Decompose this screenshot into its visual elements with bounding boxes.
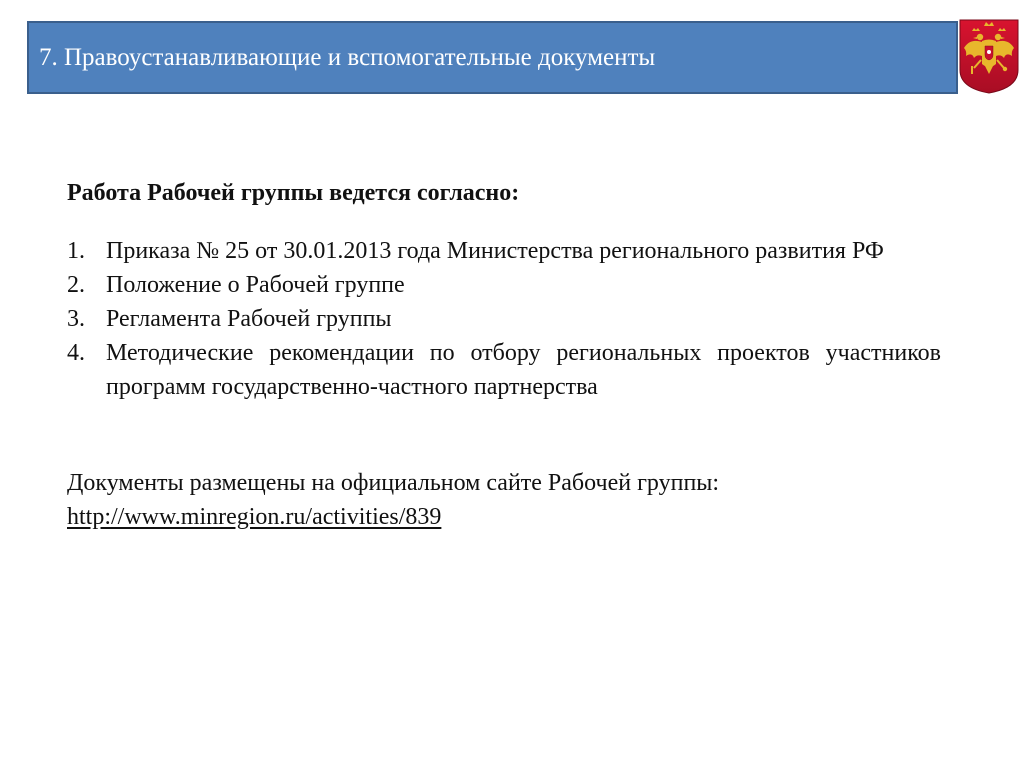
footer-text: Документы размещены на официальном сайте Рабочей группы: xyxy=(67,470,720,496)
russian-coat-of-arms-icon xyxy=(958,18,1020,94)
list-item-number: 4. xyxy=(67,340,85,366)
list-item-text: Методические рекомендации по отбору региональных проектов участников программ государственно-частного партнерства xyxy=(106,340,941,400)
list-item xyxy=(67,268,941,302)
list-item-text: Приказа № 25 от 30.01.2013 года Министерства регионального развития РФ xyxy=(106,238,884,264)
official-site-link[interactable]: http://www.minregion.ru/activities/839 xyxy=(67,504,442,530)
intro-heading: Работа Рабочей группы ведется согласно: xyxy=(67,180,520,206)
list-item xyxy=(67,336,941,404)
documents-list xyxy=(67,234,941,404)
list-item-number: 2. xyxy=(67,272,85,298)
footer-block xyxy=(67,466,941,534)
list-item xyxy=(67,234,941,268)
list-item-number: 3. xyxy=(67,306,85,332)
list-item-number: 1. xyxy=(67,238,85,264)
content-area xyxy=(67,176,941,534)
list-item-text: Регламента Рабочей группы xyxy=(106,306,392,332)
title-bar xyxy=(27,21,958,94)
list-item xyxy=(67,302,941,336)
slide-title: 7. Правоустанавливающие и вспомогательные документы xyxy=(39,44,656,71)
list-item-text: Положение о Рабочей группе xyxy=(106,272,405,298)
